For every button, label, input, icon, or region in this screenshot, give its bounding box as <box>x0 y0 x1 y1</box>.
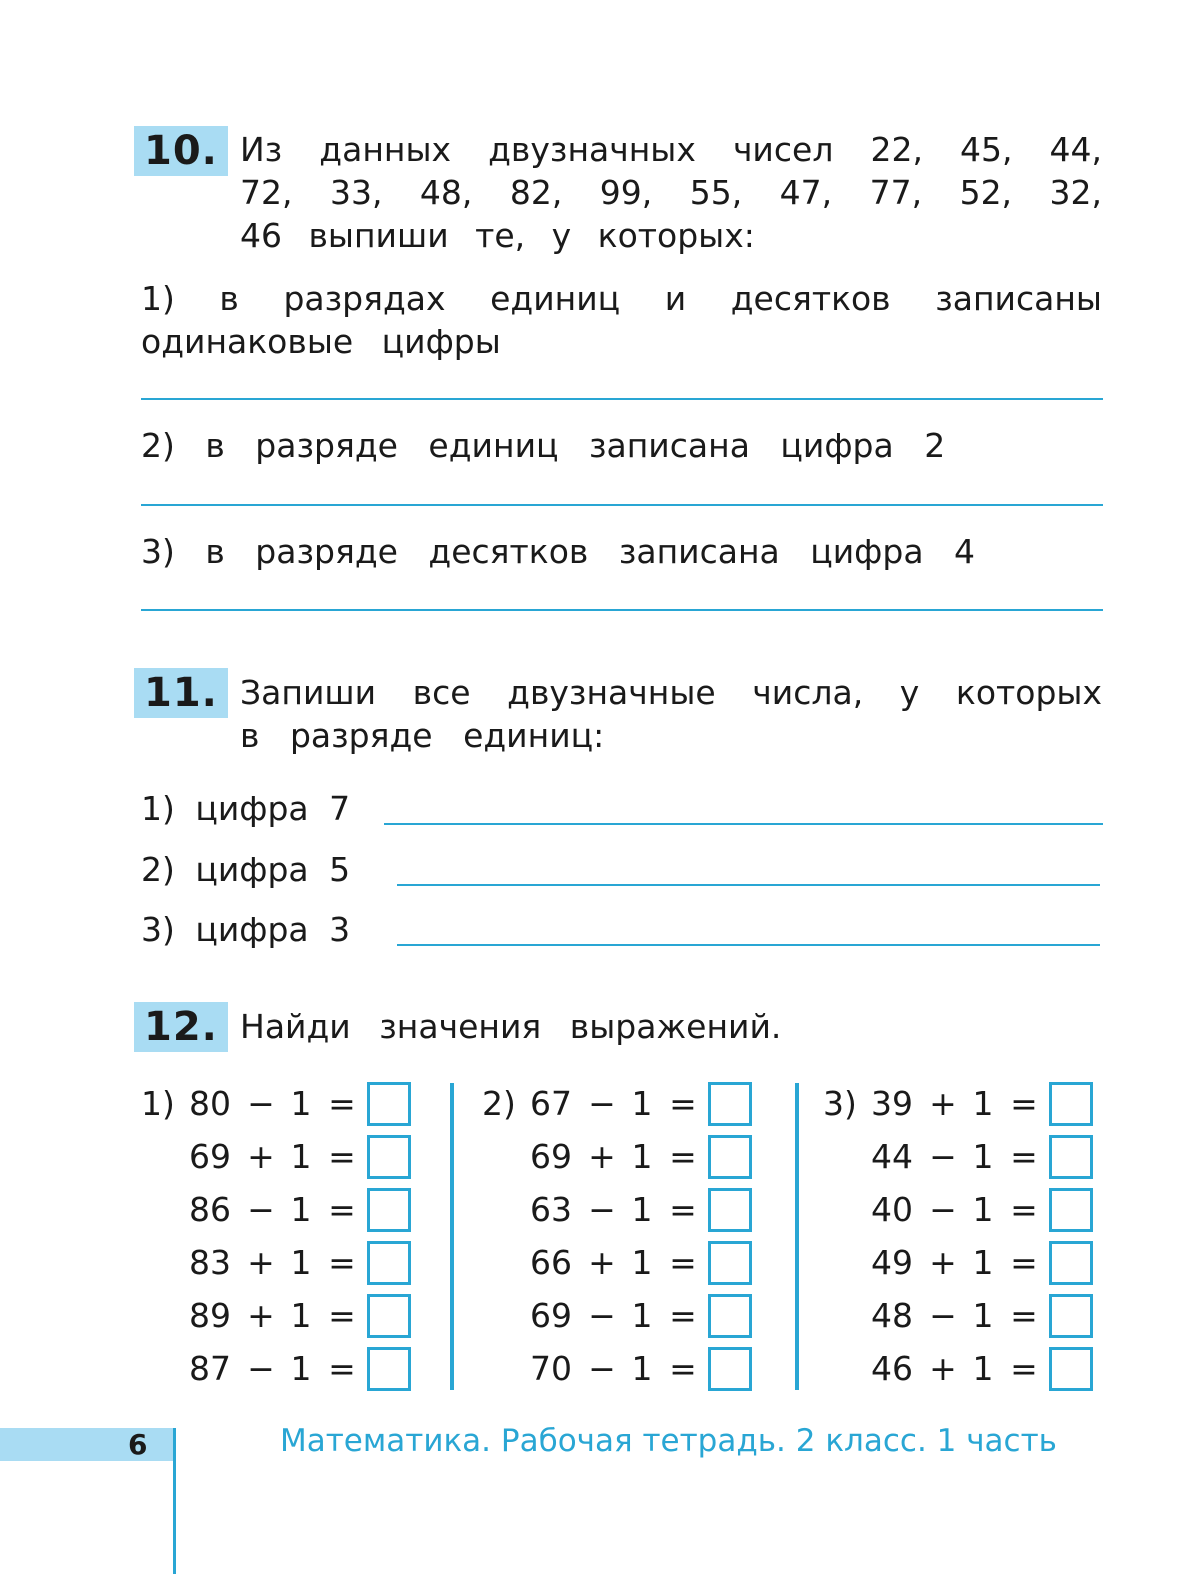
expression-row <box>823 1183 1093 1236</box>
operand-a: 69 <box>189 1137 231 1176</box>
operand-b: 1 <box>290 1190 312 1229</box>
task-11-answer-line-2[interactable] <box>397 884 1100 886</box>
task-10-intro-line-2: 72, 33, 48, 82, 99, 55, 47, 77, 52, 32, <box>240 173 1102 212</box>
answer-box[interactable] <box>1049 1294 1093 1338</box>
footer-book-title: Математика. Рабочая тетрадь. 2 класс. 1 часть <box>280 1423 1057 1459</box>
expression-row <box>823 1342 1093 1395</box>
equals-sign: = <box>1010 1190 1038 1229</box>
task-10-item-3: 3) в разряде десятков записана цифра 4 <box>141 532 976 571</box>
answer-box[interactable] <box>1049 1347 1093 1391</box>
operand-b: 1 <box>972 1084 994 1123</box>
expression-row <box>141 1130 411 1183</box>
expression-row <box>141 1077 411 1130</box>
operand-b: 1 <box>631 1243 653 1282</box>
equals-sign: = <box>1010 1296 1038 1335</box>
answer-box[interactable] <box>1049 1135 1093 1179</box>
operand-a: 66 <box>530 1243 572 1282</box>
operand-a: 44 <box>871 1137 913 1176</box>
task-11-answer-line-3[interactable] <box>397 944 1100 946</box>
operand-b: 1 <box>631 1349 653 1388</box>
answer-box[interactable] <box>708 1294 752 1338</box>
expression-row <box>482 1289 752 1342</box>
footer-margin-line <box>173 1428 176 1574</box>
operand-a: 87 <box>189 1349 231 1388</box>
operator-sign: − <box>247 1349 275 1388</box>
operand-a: 63 <box>530 1190 572 1229</box>
answer-box[interactable] <box>367 1294 411 1338</box>
answer-box[interactable] <box>1049 1082 1093 1126</box>
task-10-answer-line-2[interactable] <box>141 504 1103 506</box>
task-10-intro-line-3: 46 выпиши те, у которых: <box>240 216 755 255</box>
footer-page-band <box>0 1428 175 1461</box>
expression-row <box>482 1077 752 1130</box>
expression-row <box>141 1289 411 1342</box>
answer-box[interactable] <box>367 1347 411 1391</box>
operand-b: 1 <box>972 1243 994 1282</box>
answer-box[interactable] <box>367 1135 411 1179</box>
answer-box[interactable] <box>708 1241 752 1285</box>
answer-box[interactable] <box>367 1188 411 1232</box>
operand-a: 39 <box>871 1084 913 1123</box>
task-10-item-1-line-2: одинаковые цифры <box>141 322 501 361</box>
equals-sign: = <box>328 1137 356 1176</box>
expression-row <box>141 1183 411 1236</box>
operand-b: 1 <box>290 1296 312 1335</box>
operand-b: 1 <box>631 1190 653 1229</box>
expression-row <box>141 1342 411 1395</box>
equals-sign: = <box>328 1243 356 1282</box>
operator-sign: + <box>247 1243 275 1282</box>
task-11-intro-line-1: Запиши все двузначные числа, у которых <box>240 673 1102 712</box>
answer-box[interactable] <box>708 1347 752 1391</box>
equals-sign: = <box>328 1349 356 1388</box>
equals-sign: = <box>669 1084 697 1123</box>
task-11-number: 11. <box>134 668 228 718</box>
operand-a: 86 <box>189 1190 231 1229</box>
operator-sign: + <box>588 1243 616 1282</box>
operator-sign: − <box>929 1137 957 1176</box>
equals-sign: = <box>669 1296 697 1335</box>
answer-box[interactable] <box>708 1135 752 1179</box>
equals-sign: = <box>669 1349 697 1388</box>
equals-sign: = <box>669 1137 697 1176</box>
expression-row <box>823 1289 1093 1342</box>
operand-b: 1 <box>290 1137 312 1176</box>
operator-sign: − <box>588 1084 616 1123</box>
expression-row <box>823 1130 1093 1183</box>
expression-row <box>141 1236 411 1289</box>
equals-sign: = <box>1010 1084 1038 1123</box>
equals-sign: = <box>328 1296 356 1335</box>
operator-sign: − <box>588 1296 616 1335</box>
task-10-answer-line-1[interactable] <box>141 398 1103 400</box>
task-11-item-3: 3) цифра 3 <box>141 910 351 949</box>
expression-row <box>823 1236 1093 1289</box>
operand-b: 1 <box>631 1084 653 1123</box>
operator-sign: − <box>247 1190 275 1229</box>
operand-a: 69 <box>530 1296 572 1335</box>
operand-b: 1 <box>972 1190 994 1229</box>
task-11-item-2: 2) цифра 5 <box>141 850 351 889</box>
operand-b: 1 <box>972 1296 994 1335</box>
answer-box[interactable] <box>367 1082 411 1126</box>
operand-b: 1 <box>290 1349 312 1388</box>
expression-row <box>482 1342 752 1395</box>
operand-a: 70 <box>530 1349 572 1388</box>
operand-b: 1 <box>290 1084 312 1123</box>
equals-sign: = <box>669 1190 697 1229</box>
answer-box[interactable] <box>1049 1188 1093 1232</box>
operand-a: 40 <box>871 1190 913 1229</box>
answer-box[interactable] <box>367 1241 411 1285</box>
equals-sign: = <box>669 1243 697 1282</box>
equals-sign: = <box>1010 1349 1038 1388</box>
expression-row <box>482 1183 752 1236</box>
column-divider-2 <box>795 1083 799 1390</box>
operator-sign: + <box>247 1137 275 1176</box>
column-prefix: 1) <box>141 1084 175 1123</box>
operator-sign: + <box>929 1243 957 1282</box>
task-11-intro-line-2: в разряде единиц: <box>240 716 605 755</box>
operator-sign: + <box>929 1349 957 1388</box>
column-divider-1 <box>450 1083 454 1390</box>
task-11-answer-line-1[interactable] <box>384 823 1103 825</box>
operand-a: 69 <box>530 1137 572 1176</box>
operand-b: 1 <box>631 1296 653 1335</box>
equals-sign: = <box>1010 1137 1038 1176</box>
answer-box[interactable] <box>708 1188 752 1232</box>
operator-sign: − <box>929 1190 957 1229</box>
operand-a: 83 <box>189 1243 231 1282</box>
operand-a: 80 <box>189 1084 231 1123</box>
answer-box[interactable] <box>708 1082 752 1126</box>
operand-b: 1 <box>290 1243 312 1282</box>
task-10-intro-line-1: Из данных двузначных чисел 22, 45, 44, <box>240 130 1102 169</box>
task-12-number: 12. <box>134 1002 228 1052</box>
operand-a: 49 <box>871 1243 913 1282</box>
task-10-answer-line-3[interactable] <box>141 609 1103 611</box>
operator-sign: + <box>588 1137 616 1176</box>
operator-sign: − <box>247 1084 275 1123</box>
task-11-item-1: 1) цифра 7 <box>141 789 351 828</box>
answer-box[interactable] <box>1049 1241 1093 1285</box>
column-prefix: 3) <box>823 1084 857 1123</box>
operand-a: 67 <box>530 1084 572 1123</box>
operator-sign: − <box>588 1190 616 1229</box>
task-10-item-2: 2) в разряде единиц записана цифра 2 <box>141 426 946 465</box>
operator-sign: − <box>588 1349 616 1388</box>
operand-a: 48 <box>871 1296 913 1335</box>
expression-row <box>823 1077 1093 1130</box>
expression-row <box>482 1236 752 1289</box>
column-prefix: 2) <box>482 1084 516 1123</box>
operand-b: 1 <box>972 1137 994 1176</box>
operator-sign: − <box>929 1296 957 1335</box>
equals-sign: = <box>1010 1243 1038 1282</box>
operand-b: 1 <box>972 1349 994 1388</box>
operand-a: 89 <box>189 1296 231 1335</box>
page-number: 6 <box>128 1428 148 1461</box>
operator-sign: + <box>929 1084 957 1123</box>
equals-sign: = <box>328 1190 356 1229</box>
task-10-number: 10. <box>134 126 228 176</box>
operator-sign: + <box>247 1296 275 1335</box>
operand-a: 46 <box>871 1349 913 1388</box>
expression-row <box>482 1130 752 1183</box>
task-12-title: Найди значения выражений. <box>240 1007 782 1046</box>
task-10-item-1-line-1: 1) в разрядах единиц и десятков записаны <box>141 279 1102 318</box>
equals-sign: = <box>328 1084 356 1123</box>
operand-b: 1 <box>631 1137 653 1176</box>
